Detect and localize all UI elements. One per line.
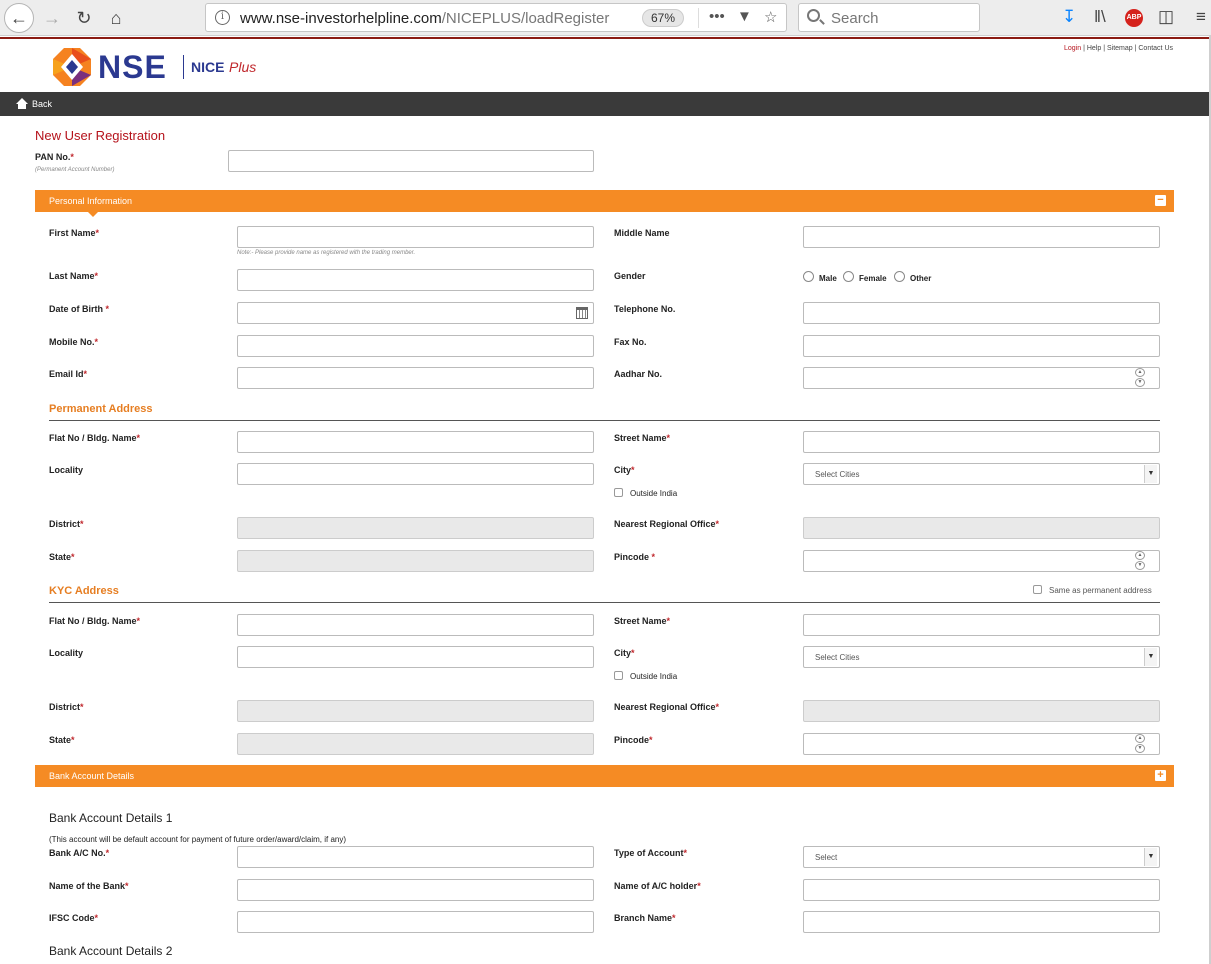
branch-name-label: Branch Name* xyxy=(614,913,676,923)
search-input[interactable] xyxy=(798,3,980,32)
kyc-regional-office-input xyxy=(803,700,1160,722)
mobile-label: Mobile No.* xyxy=(49,337,99,347)
kyc-outside-india-label: Outside India xyxy=(630,672,678,681)
sitemap-link[interactable]: Sitemap xyxy=(1106,45,1133,52)
perm-pincode-input[interactable] xyxy=(803,550,1160,572)
back-button[interactable] xyxy=(16,98,52,109)
perm-locality-input[interactable] xyxy=(237,463,594,485)
nse-logo-icon xyxy=(52,47,92,87)
zoom-level-badge[interactable]: 67% xyxy=(642,9,684,27)
kyc-pincode-input[interactable] xyxy=(803,733,1160,755)
kyc-regional-office-label: Nearest Regional Office* xyxy=(614,702,720,712)
collapse-icon[interactable]: − xyxy=(1155,195,1166,206)
fax-input[interactable] xyxy=(803,335,1160,357)
kyc-flat-input[interactable] xyxy=(237,614,594,636)
perm-state-label: State* xyxy=(49,552,75,562)
link-separator: | xyxy=(1081,45,1087,52)
chevron-down-icon[interactable]: ▼ xyxy=(1144,465,1157,483)
back-arrow-icon[interactable]: ← xyxy=(4,3,34,33)
bank-name-label: Name of the Bank* xyxy=(49,881,129,891)
select-placeholder: Select Cities xyxy=(815,653,860,662)
spin-down-icon[interactable]: ▼ xyxy=(1135,561,1145,570)
perm-district-label: District* xyxy=(49,519,84,529)
kyc-locality-label: Locality xyxy=(49,648,84,658)
sidebar-icon[interactable]: ◫ xyxy=(1158,7,1175,26)
aadhar-label: Aadhar No. xyxy=(614,369,663,379)
telephone-label: Telephone No. xyxy=(614,304,676,314)
bank-account-1-title: Bank Account Details 1 xyxy=(49,811,173,825)
middle-name-label: Middle Name xyxy=(614,228,670,238)
mobile-input[interactable] xyxy=(237,335,594,357)
search-icon xyxy=(807,9,820,22)
pan-input[interactable] xyxy=(228,150,594,172)
link-separator: | xyxy=(1132,45,1139,52)
last-name-input[interactable] xyxy=(237,269,594,291)
product-suffix: Plus xyxy=(229,59,257,75)
contact-link[interactable]: Contact Us xyxy=(1138,45,1173,52)
chevron-down-icon[interactable]: ▼ xyxy=(1144,648,1157,666)
perm-flat-input[interactable] xyxy=(237,431,594,453)
kyc-locality-input[interactable] xyxy=(237,646,594,668)
gender-female-label: Female xyxy=(859,274,887,283)
top-links xyxy=(1064,45,1173,52)
bank-details-section-header[interactable] xyxy=(35,765,1174,787)
kyc-city-label: City* xyxy=(614,648,635,658)
url-separator xyxy=(698,8,699,28)
section-notch xyxy=(88,212,98,217)
number-spinner[interactable] xyxy=(1135,551,1145,571)
perm-locality-label: Locality xyxy=(49,465,84,475)
select-placeholder: Select xyxy=(815,853,838,862)
number-spinner[interactable] xyxy=(1135,734,1145,754)
dob-input[interactable] xyxy=(237,302,594,324)
spin-up-icon[interactable]: ▲ xyxy=(1135,734,1145,743)
acc-type-label: Type of Account* xyxy=(614,848,688,858)
middle-name-input[interactable] xyxy=(803,226,1160,248)
kyc-state-label: State* xyxy=(49,735,75,745)
permanent-address-heading: Permanent Address xyxy=(49,403,153,415)
perm-city-select[interactable] xyxy=(803,463,1160,485)
select-placeholder: Select Cities xyxy=(815,470,860,479)
kyc-district-label: District* xyxy=(49,702,84,712)
pan-label: PAN No.* xyxy=(35,152,74,162)
spin-up-icon[interactable]: ▲ xyxy=(1135,551,1145,560)
pocket-icon[interactable]: ▼ xyxy=(737,8,752,25)
bank-account-2-title: Bank Account Details 2 xyxy=(49,944,173,958)
nav-bar xyxy=(0,92,1209,116)
last-name-label: Last Name* xyxy=(49,271,99,281)
bank-acc-no-label: Bank A/C No.* xyxy=(49,848,110,858)
perm-outside-india-checkbox[interactable] xyxy=(614,488,623,497)
gender-other-radio[interactable] xyxy=(894,271,905,282)
perm-state-input xyxy=(237,550,594,572)
kyc-city-select[interactable] xyxy=(803,646,1160,668)
number-spinner[interactable] xyxy=(1135,368,1145,388)
kyc-street-label: Street Name* xyxy=(614,616,671,626)
section-divider xyxy=(49,602,1160,603)
kyc-state-input xyxy=(237,733,594,755)
fax-label: Fax No. xyxy=(614,337,647,347)
holder-name-input[interactable] xyxy=(803,879,1160,901)
home-icon xyxy=(16,98,28,109)
logo-text: NSE xyxy=(98,49,167,85)
download-icon[interactable]: ↧ xyxy=(1062,7,1077,26)
perm-regional-office-label: Nearest Regional Office* xyxy=(614,519,720,529)
chevron-down-icon[interactable]: ▼ xyxy=(1144,848,1157,866)
same-as-permanent-label: Same as permanent address xyxy=(1049,586,1152,595)
kyc-outside-india-checkbox[interactable] xyxy=(614,671,623,680)
section-title: Bank Account Details xyxy=(49,771,135,781)
spin-down-icon[interactable]: ▼ xyxy=(1135,744,1145,753)
forward-arrow-icon[interactable]: → xyxy=(43,7,61,28)
kyc-flat-label: Flat No / Bldg. Name* xyxy=(49,616,141,626)
bank-account-1-note: (This account will be default account for payment of future order/award/claim, if any) xyxy=(49,835,347,844)
library-icon[interactable]: ‖\ xyxy=(1094,7,1106,26)
perm-street-input[interactable] xyxy=(803,431,1160,453)
ifsc-label: IFSC Code* xyxy=(49,913,99,923)
pan-sublabel: (Permanent Account Number) xyxy=(35,167,115,173)
kyc-address-heading: KYC Address xyxy=(49,585,119,597)
gender-other-label: Other xyxy=(910,274,932,283)
adblock-icon[interactable]: ABP xyxy=(1125,9,1143,27)
home-icon[interactable]: ⌂ xyxy=(110,7,122,28)
bookmark-star-icon[interactable]: ☆ xyxy=(764,9,778,26)
product-name: NICE xyxy=(191,59,225,75)
menu-icon[interactable]: ≡ xyxy=(1196,7,1206,26)
link-separator: | xyxy=(1101,45,1107,52)
spin-down-icon[interactable]: ▼ xyxy=(1135,378,1145,387)
perm-district-input xyxy=(237,517,594,539)
branch-name-input[interactable] xyxy=(803,911,1160,933)
telephone-input[interactable] xyxy=(803,302,1160,324)
gender-female-radio[interactable] xyxy=(843,271,854,282)
perm-city-label: City* xyxy=(614,465,635,475)
calendar-icon[interactable] xyxy=(576,307,588,319)
page-actions-icon[interactable]: ••• xyxy=(709,8,725,25)
gender-label: Gender xyxy=(614,271,646,281)
perm-pincode-label: Pincode * xyxy=(614,552,656,562)
bank-acc-no-input[interactable] xyxy=(237,846,594,868)
dob-label: Date of Birth * xyxy=(49,304,110,314)
spin-up-icon[interactable]: ▲ xyxy=(1135,368,1145,377)
expand-icon[interactable]: + xyxy=(1155,770,1166,781)
page-title: New User Registration xyxy=(35,128,166,143)
first-name-label: First Name* xyxy=(49,228,100,238)
personal-info-section-header[interactable] xyxy=(35,190,1174,212)
perm-flat-label: Flat No / Bldg. Name* xyxy=(49,433,141,443)
login-link[interactable]: Login xyxy=(1063,45,1082,52)
acc-type-select[interactable] xyxy=(803,846,1160,868)
url-text[interactable]: www.nse-investorhelpline.com/NICEPLUS/loadRegister xyxy=(240,10,610,27)
same-as-permanent-checkbox[interactable] xyxy=(1033,585,1042,594)
help-link[interactable]: Help xyxy=(1086,45,1102,52)
kyc-street-input[interactable] xyxy=(803,614,1160,636)
holder-name-label: Name of A/C holder* xyxy=(614,881,701,891)
ifsc-input[interactable] xyxy=(237,911,594,933)
perm-regional-office-input xyxy=(803,517,1160,539)
bank-name-input[interactable] xyxy=(237,879,594,901)
kyc-pincode-label: Pincode* xyxy=(614,735,653,745)
site-info-icon[interactable]: i xyxy=(215,10,230,25)
back-label: Back xyxy=(32,98,53,109)
search-placeholder: Search xyxy=(831,10,879,27)
url-bar[interactable] xyxy=(205,3,787,32)
first-name-input[interactable] xyxy=(237,226,594,248)
email-label: Email Id* xyxy=(49,369,88,379)
logo-divider xyxy=(183,55,184,79)
browser-toolbar xyxy=(0,0,1211,36)
aadhar-input[interactable] xyxy=(803,367,1160,389)
email-input[interactable] xyxy=(237,367,594,389)
kyc-district-input xyxy=(237,700,594,722)
perm-street-label: Street Name* xyxy=(614,433,671,443)
gender-male-label: Male xyxy=(819,274,837,283)
perm-outside-india-label: Outside India xyxy=(630,489,678,498)
name-note: Note:- Please provide name as registered with the trading member. xyxy=(237,250,416,256)
site-header xyxy=(0,37,1209,92)
section-divider xyxy=(49,420,1160,421)
reload-icon[interactable]: ↻ xyxy=(76,7,92,28)
gender-male-radio[interactable] xyxy=(803,271,814,282)
section-title: Personal Information xyxy=(49,196,133,206)
